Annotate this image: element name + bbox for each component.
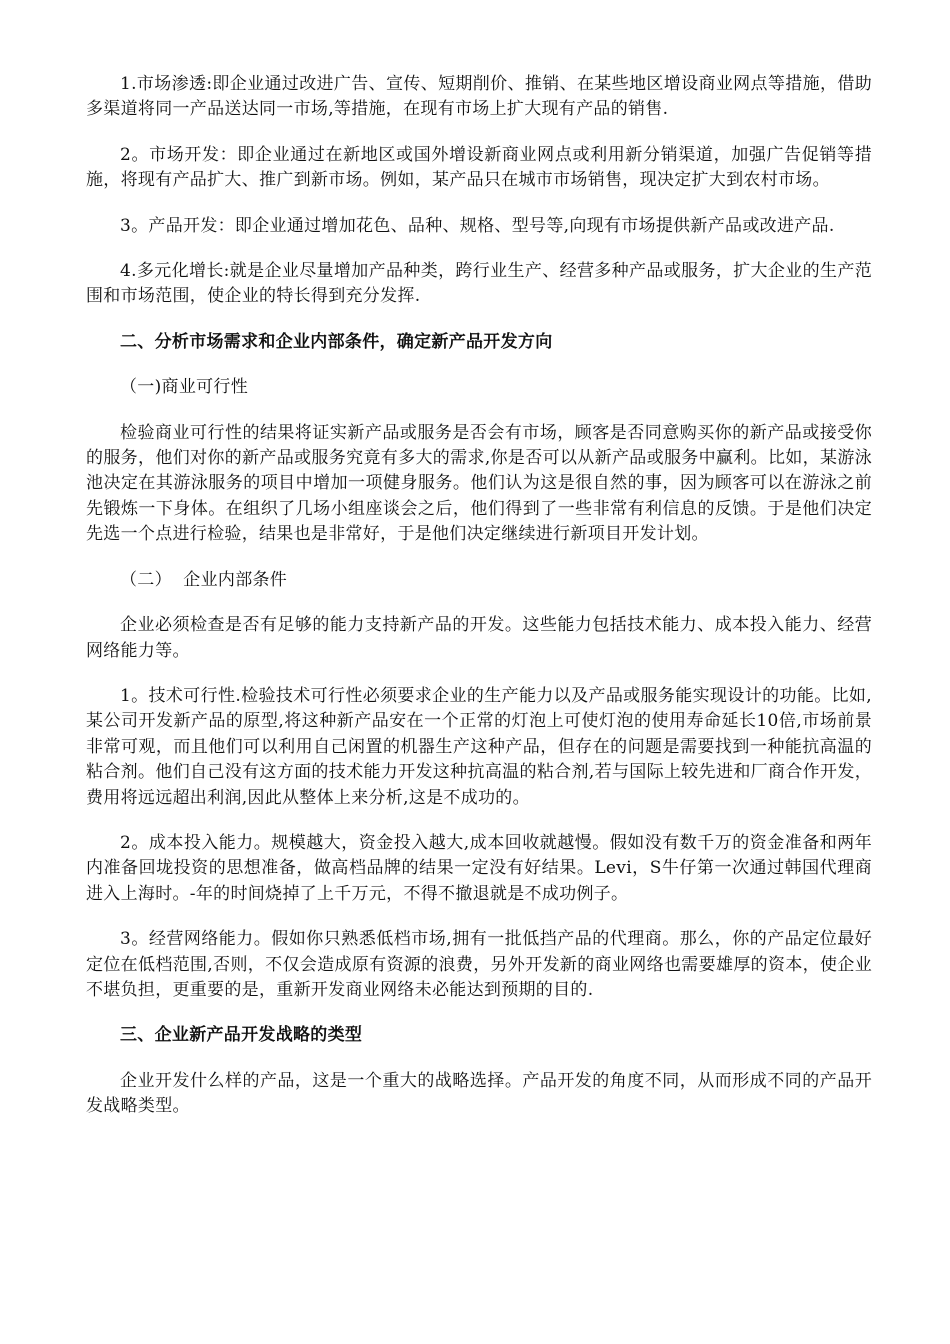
paragraph-commercial-feasibility: 检验商业可行性的结果将证实新产品或服务是否会有市场，顾客是否同意购买你的新产品或接受你的服务，他们对你的新产品或服务究竟有多大的需求,你是否可以从新产品或服务中赢利。比如，某游泳池决定在其游泳服务的项目中增加一项健身服务。他们认为这是很自然的事，因为顾客可以在游泳之前先锻炼一下身体。在组织了几场小组座谈会之后，他们得到了一些非常有利信息的反馈。于是他们决定先选一个点进行检验，结果也是非常好，于是他们决定继续进行新项目开发计划。 <box>86 422 872 545</box>
paragraph-product-development: 3。产品开发：即企业通过增加花色、品种、规格、型号等,向现有市场提供新产品或改进产品. <box>120 215 835 236</box>
paragraph-cost-capacity: 2。成本投入能力。规模越大，资金投入越大,成本回收就越慢。假如没有数千万的资金准备和两年内准备回垅投资的思想准备，做高档品牌的结果一定没有好结果。Levi，S牛仔第一次通过韩国代理商进入上海时。-年的时间烧掉了上千万元，不得不撤退就是不成功例子。 <box>86 832 872 904</box>
paragraph-market-penetration: 1.市场渗透:即企业通过改进广告、宣传、短期削价、推销、在某些地区增设商业网点等措施，借助多渠道将同一产品送达同一市场,等措施，在现有市场上扩大现有产品的销售. <box>86 74 872 120</box>
paragraph-strategy-types: 企业开发什么样的产品，这是一个重大的战略选择。产品开发的角度不同，从而形成不同的产品开发战略类型。 <box>86 1070 872 1117</box>
paragraph-technical-feasibility: 1。技术可行性.检验技术可行性必须要求企业的生产能力以及产品或服务能实现设计的功能。比如,某公司开发新产品的原型,将这种新产品安在一个正常的灯泡上可使灯泡的使用寿命延长10倍,市场前景非常可观，而且他们可以利用自己闲置的机器生产这种产品，但存在的问题是需要找到一种能抗高温的粘合剂。他们自己没有这方面的技术能力开发这种抗高温的粘合剂,若与国际上较先进和厂商合作开发，费用将远远超出利润,因此从整体上来分析,这是不成功的。 <box>86 685 872 808</box>
subheading-internal-conditions: （二） 企业内部条件 <box>120 569 288 590</box>
document-body <box>86 72 872 1140</box>
section-heading-3: 三、企业新产品开发战略的类型 <box>120 1025 363 1046</box>
section-heading-2: 二、分析市场需求和企业内部条件，确定新产品开发方向 <box>120 331 553 352</box>
paragraph-market-development: 2。市场开发：即企业通过在新地区或国外增设新商业网点或利用新分销渠道，加强广告促销等措施，将现有产品扩大、推广到新市场。例如，某产品只在城市市场销售，现决定扩大到农村市场。 <box>86 144 872 191</box>
subheading-commercial-feasibility: （一)商业可行性 <box>120 377 249 398</box>
paragraph-network-capacity: 3。经营网络能力。假如你只熟悉低档市场,拥有一批低挡产品的代理商。那么，你的产品定位最好定位在低档范围,否则，不仅会造成原有资源的浪费，另外开发新的商业网络也需要雄厚的资本，使企业不堪负担，更重要的是，重新开发商业网络未必能达到预期的目的. <box>86 929 872 1000</box>
paragraph-internal-conditions: 企业必须检查是否有足够的能力支持新产品的开发。这些能力包括技术能力、成本投入能力、经营网络能力等。 <box>86 615 872 661</box>
paragraph-diversification: 4.多元化增长:就是企业尽量增加产品种类，跨行业生产、经营多种产品或服务，扩大企业的生产范围和市场范围，使企业的特长得到充分发挥. <box>86 261 872 307</box>
